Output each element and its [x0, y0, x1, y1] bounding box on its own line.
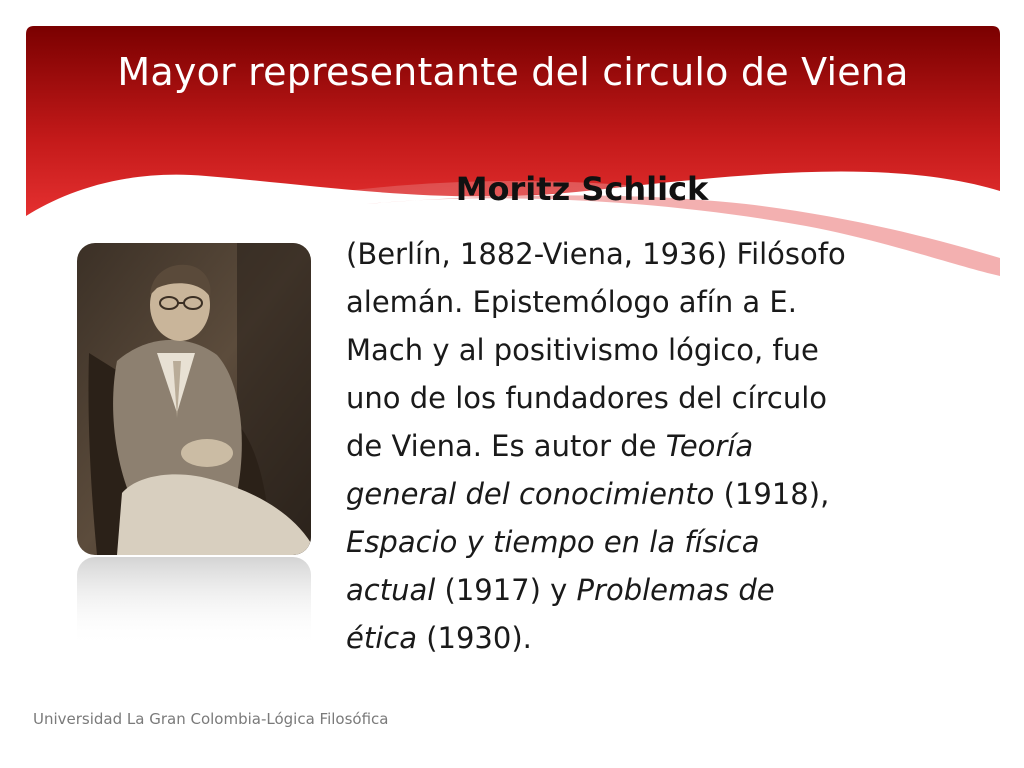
bio-line	[346, 326, 916, 374]
footer-text: Universidad La Gran Colombia-Lógica Filosófica	[33, 710, 389, 728]
bio-text: (1918),	[714, 477, 830, 511]
bio-text: Mach y al positivismo lógico, fue	[346, 333, 819, 367]
bio-line	[346, 614, 916, 662]
bio-line	[346, 422, 916, 470]
bio-text: (1930).	[417, 621, 532, 655]
bio-italic-title: general del conocimiento	[346, 477, 715, 511]
portrait-photo	[77, 243, 311, 555]
bio-italic-title: Espacio y tiempo en la física	[346, 525, 760, 559]
person-name: Moritz Schlick	[455, 170, 709, 208]
portrait-icon	[77, 243, 311, 555]
bio-line	[346, 374, 916, 422]
bio-text: uno de los fundadores del círculo	[346, 381, 828, 415]
bio-text: alemán. Epistemólogo afín a E.	[346, 285, 797, 319]
portrait-reflection	[77, 557, 311, 647]
reflection-graphic	[77, 557, 311, 647]
bio-italic-title: actual	[346, 573, 436, 607]
bio-line	[346, 470, 916, 518]
slide-title: Mayor representante del circulo de Viena	[117, 50, 909, 94]
bio-italic-title: Teoría	[665, 429, 754, 463]
bio-text: (Berlín, 1882-Viena, 1936) Filósofo	[346, 237, 846, 271]
bio-italic-title: Problemas de	[576, 573, 775, 607]
bio-line	[346, 278, 916, 326]
bio-italic-title: ética	[346, 621, 417, 655]
bio-text: de Viena. Es autor de	[346, 429, 666, 463]
bio-line	[346, 518, 916, 566]
biography-text	[346, 230, 916, 662]
bio-text: (1917) y	[435, 573, 577, 607]
bio-line	[346, 566, 916, 614]
bio-line	[346, 230, 916, 278]
